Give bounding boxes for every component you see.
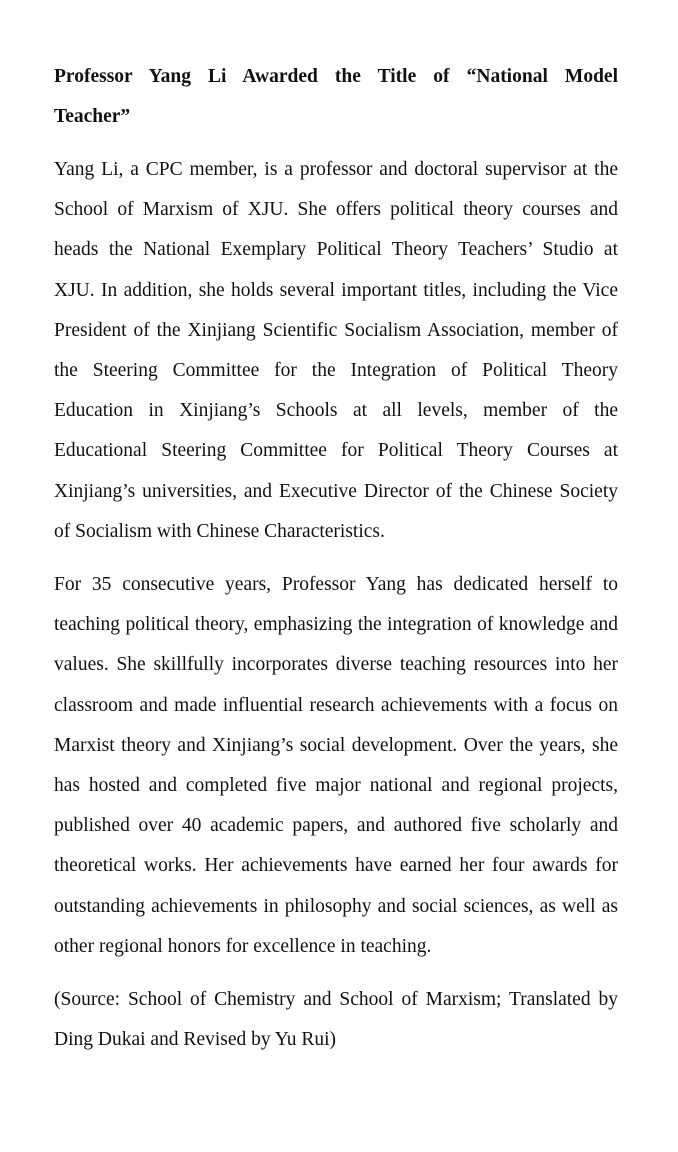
article-title: Professor Yang Li Awarded the Title of “National Model Teacher” (54, 66, 618, 127)
paragraph-achievements: For 35 consecutive years, Professor Yang has dedicated herself to teaching political theory, emphasizing the integration of knowledge and values. She skillfully incorporates diverse teaching resources into her classroom and made influential research achievements with a focus on Marxist theory and Xinjiang’s social development. Over the years, she has hosted and completed five major national and regional projects, published over 40 academic papers, and authored five scholarly and theoretical works. Her achievements have earned her four awards for outstanding achievements in philosophy and social sciences, as well as other regional honors for excellence in teaching. (54, 574, 618, 957)
source-note: (Source: School of Chemistry and School of Marxism; Translated by Ding Dukai and Revised by Yu Rui) (54, 989, 618, 1051)
article (54, 57, 618, 1060)
paragraph-biography: Yang Li, a CPC member, is a professor and doctoral supervisor at the School of Marxism of XJU. She offers political theory courses and heads the National Exemplary Political Theory Teachers’ Studio at XJU. In addition, she holds several important titles, including the Vice President of the Xinjiang Scientific Socialism Association, member of the Steering Committee for the Integration of Political Theory Education in Xinjiang’s Schools at all levels, member of the Educational Steering Committee for Political Theory Courses at Xinjiang’s universities, and Executive Director of the Chinese Society of Socialism with Chinese Characteristics. (54, 159, 618, 542)
